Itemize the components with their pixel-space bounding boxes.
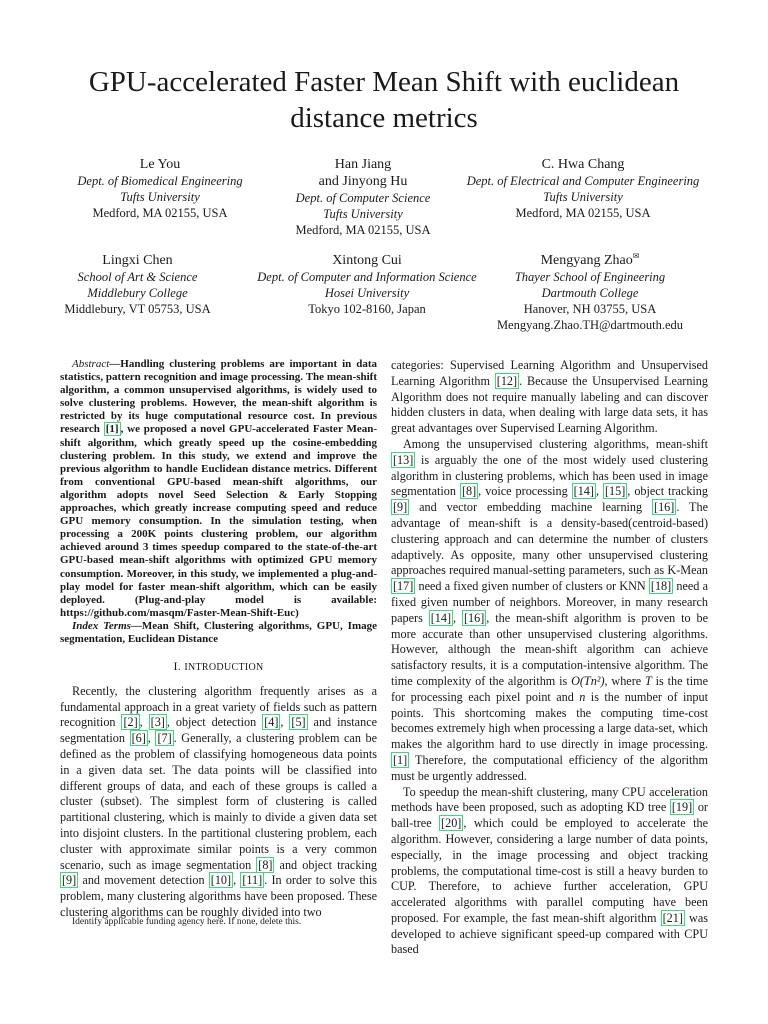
author-block — [278, 156, 448, 238]
author-name-2: and Jinyong Hu — [318, 174, 408, 189]
paragraph: Recently, the clustering algorithm frequently arises as a fundamental approach in a great variety of fields such as pattern recognition [2] , [3] , object detection [4] , [5] and instance segmentation [6] , [7] . Generally, a clustering problem can be defined as the problem of classifying homogeneous data points in a given data set. The data points will be classified into different groups of data, and each of these groups is called a cluster (subset). The simplest form of clustering is called partitional clustering, which is mainly to divide a given data set into disjoint clusters. In the partitional clustering problem, each cluster with approximate similar points is a very common scenario, such as image segmentation [8] and object tracking [9] and movement detection [10] , [11] . In order to solve this problem, many clustering algorithms have been proposed. These clustering algorithms can be roughly divided into two — [60, 683, 378, 920]
citation-link[interactable]: [2] — [123, 715, 138, 730]
citation-link[interactable]: [4] — [264, 715, 279, 730]
author-univ: Tufts University — [323, 207, 403, 221]
citation-link[interactable]: [8] — [258, 857, 273, 872]
paragraph: To speedup the mean-shift clustering, many CPU acceleration methods have been proposed, such as adopting KD tree [19] or ball-tree [20] , which could be employed to accelerate the algorithm. However, considering a large number of data points, especially, in the image processing and object tracking problems, the computational time-cost is still a heavy burden to CUP. Therefore, to achieve further acceleration, GPU accelerated algorithms with parallel computing have been proposed. For example, the fast mean-shift algorithm [21] was developed to achieve significant speed-up compared with CPU based — [391, 784, 708, 957]
citation-link[interactable]: [9] — [62, 873, 77, 888]
citation-link[interactable]: [16] — [654, 500, 675, 515]
citation-link[interactable]: [9] — [393, 500, 408, 515]
author-place: Tokyo 102-8160, Japan — [308, 302, 426, 316]
citation-link[interactable]: [18] — [650, 579, 672, 594]
citation-link[interactable]: [17] — [393, 579, 414, 594]
index-terms: Index Terms—Mean Shift, Clustering algorithms, GPU, Image segmentation, Euclidean Distance — [60, 619, 377, 645]
author-name: Han Jiang — [334, 157, 392, 172]
citation-link[interactable]: [3] — [150, 715, 165, 730]
citation-link[interactable]: [7] — [157, 731, 172, 746]
author-dept: Dept. of Computer Science — [295, 191, 431, 205]
citation-link[interactable]: [13] — [393, 452, 414, 467]
abstract-label: Abstract — [72, 358, 110, 370]
author-block — [485, 252, 695, 333]
citation-link[interactable]: [14] — [430, 610, 452, 625]
paper-title: GPU-accelerated Faster Mean Shift with euclidean distance metrics — [88, 66, 680, 134]
paragraph: Among the unsupervised clustering algorithms, mean-shift [13] is arguably the one of the most widely used clustering algorithm in clustering problems, which has been used in image segmentation [8] , voice processing [14] , [15] , object tracking [9] and vector embedding machine learning [16] . The advantage of mean-shift is a density-based(centroid-based) clustering approach and can determine the number of clusters adaptively. As opposite, many other unsupervised clustering approaches required manual-setting parameters, such as K-Mean [17] need a fixed given number of clusters or KNN [18] need a fixed given number of neighbors. Moreover, in many research papers [14] , [16] , the mean-shift algorithm is proven to be more accurate than other unsupervised clustering algorithms. However, although the mean-shift algorithm can achieve satisfactory results, it is a computation-intensive algorithm. The time complexity of the algorithm is O(Tn²), where T is the time for processing each pixel point and n is the number of input points. This shortcoming makes the computing time-cost becomes extremely high when processing a large data-set, which makes the algorithm hard to use directly in image processing. [1] Therefore, the computational efficiency of the algorithm must be urgently addressed. — [391, 436, 709, 783]
author-block — [40, 252, 235, 317]
citation-link[interactable]: [8] — [461, 484, 477, 499]
author-dept: Dept. of Computer and Information Science — [257, 270, 477, 284]
citation-link[interactable]: [19] — [671, 800, 693, 815]
author-block — [458, 156, 708, 221]
author-place: Middlebury, VT 05753, USA — [64, 302, 211, 316]
author-name: Mengyang Zhao — [540, 253, 633, 268]
author-name: C. Hwa Chang — [541, 157, 625, 172]
citation-link[interactable]: [20] — [441, 816, 462, 831]
citation-link[interactable]: [11] — [242, 873, 263, 888]
citation-link[interactable]: [5] — [291, 715, 306, 730]
citation-link[interactable]: [1] — [105, 423, 119, 436]
author-dept: Thayer School of Engineering — [514, 270, 666, 284]
left-column — [60, 358, 377, 921]
paragraph: categories: Supervised Learning Algorithm and Unsupervised Learning Algorithm [12] . Because the Unsupervised Learning Algorithm does not require manually labeling and can discover hidden clusters in data, when dealing with large data sets, it has great advantages over Supervised Learning Algorithm. — [391, 358, 708, 436]
author-dept: Dept. of Biomedical Engineering — [77, 174, 243, 188]
index-terms-label: Index Terms — [72, 619, 131, 632]
citation-link[interactable]: [16] — [463, 610, 485, 625]
right-column — [391, 358, 708, 958]
math-complexity: O(Tn²) — [571, 673, 605, 688]
math-var-t: T — [645, 673, 652, 688]
author-univ: Middlebury College — [87, 286, 188, 300]
author-place: Medford, MA 02155, USA — [515, 206, 651, 220]
author-dept: School of Art & Science — [77, 270, 198, 284]
section-heading: I. INTRODUCTION — [173, 659, 264, 674]
author-dept: Dept. of Electrical and Computer Engineering — [466, 174, 700, 188]
footnote: Identify applicable funding agency here. If none, delete this. — [72, 917, 302, 927]
author-name-line — [485, 252, 695, 269]
author-block — [232, 252, 502, 317]
citation-link[interactable]: [10] — [210, 873, 232, 888]
author-block — [55, 156, 265, 221]
author-univ: Tufts University — [120, 190, 200, 204]
math-var-n: n — [579, 689, 586, 704]
envelope-icon: ✉ — [632, 251, 640, 261]
author-univ: Hosei University — [324, 286, 410, 300]
author-name: Lingxi Chen — [102, 253, 173, 268]
author-place: Medford, MA 02155, USA — [92, 206, 228, 220]
citation-link[interactable]: [1] — [393, 752, 408, 767]
author-place: Medford, MA 02155, USA — [295, 223, 431, 237]
author-univ: Dartmouth College — [541, 286, 639, 300]
citation-link[interactable]: [15] — [604, 484, 626, 499]
author-univ: Tufts University — [543, 190, 623, 204]
author-name: Le You — [139, 157, 181, 172]
citation-link[interactable]: [14] — [573, 484, 594, 499]
citation-link[interactable]: [6] — [131, 731, 146, 746]
citation-link[interactable]: [12] — [496, 373, 518, 388]
author-email[interactable]: Mengyang.Zhao.TH@dartmouth.edu — [496, 318, 684, 332]
abstract: Abstract—Handling clustering problems are important in data statistics, pattern recognition and image processing. The mean-shift algorithm, a common unsupervised algorithms, is widely used to solve clustering problems. However, the mean-shift algorithm is restricted by its huge computational resource cost. In previous research [1] , we proposed a novel GPU-accelerated Faster Mean-shift algorithm, which greatly speed up the cosine-embedding clustering problem. In this study, we extend and improve the previous algorithm to handle Euclidean distance metrics. Different from conventional GPU-based mean-shift algorithms, our algorithm adopts novel Seed Selection & Early Stopping approaches, which greatly increase computing speed and reduce GPU memory consumption. In the simulation testing, when processing a 200K points clustering problem, our algorithm achieved around 3 times speedup compared to the state-of-the-art GPU-based mean-shift algorithms with optimized GPU memory consumption. Moreover, in this study, we implemented a plug-and-play model for faster mean-shift algorithm, which can be easily deployed. (Plug-and-play model is available: https://github.com/masqm/Faster-Mean-Shift-Euc) — [60, 358, 377, 619]
citation-link[interactable]: [21] — [662, 910, 683, 925]
author-place: Hanover, NH 03755, USA — [523, 302, 657, 316]
author-name: Xintong Cui — [332, 253, 402, 268]
